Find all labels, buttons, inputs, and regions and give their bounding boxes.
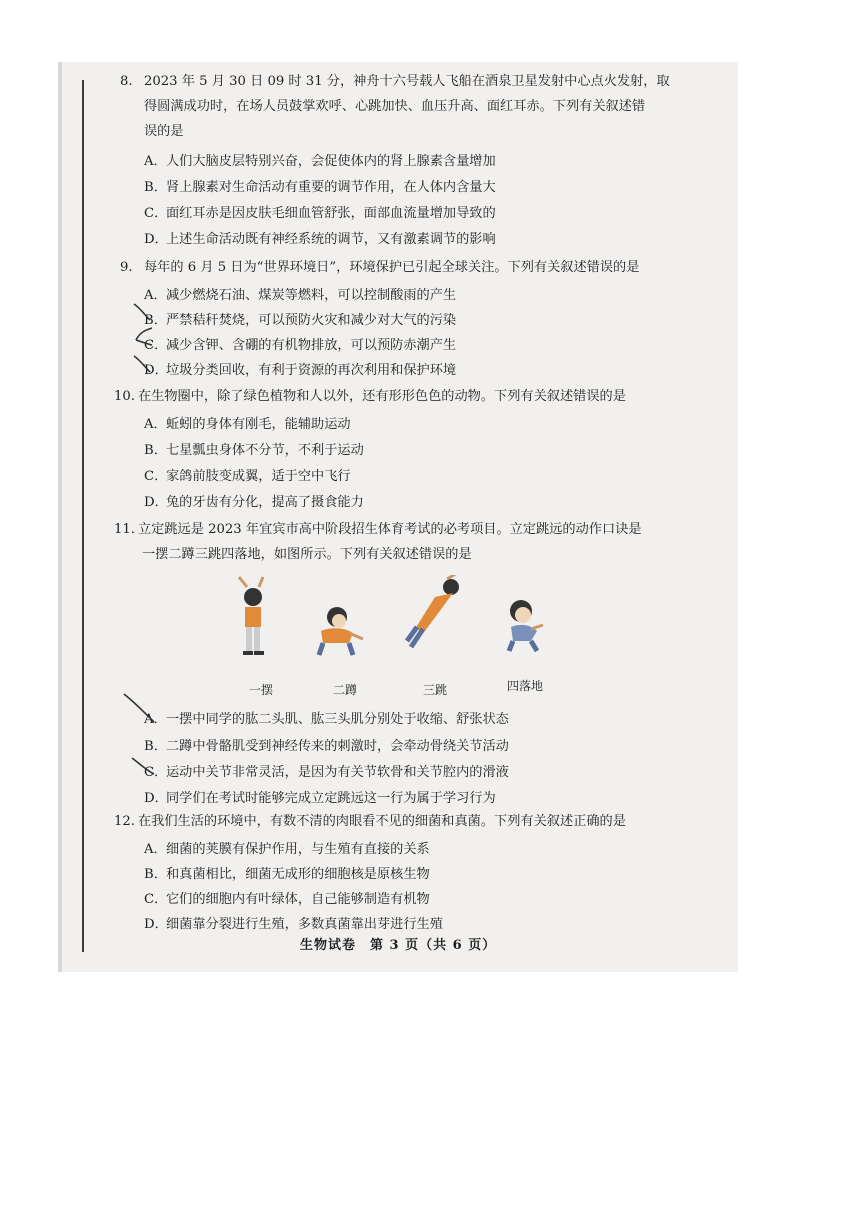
option-text: 蚯蚓的身体有刚毛，能辅助运动 <box>166 417 351 432</box>
option-letter: C． <box>144 206 168 221</box>
question-stem: 立定跳远是 2023 年宜宾市高中阶段招生体育考试的必考项目。立定跳远的动作口诀是 <box>138 522 642 537</box>
option-text: 兔的牙齿有分化，提高了摄食能力 <box>166 495 364 510</box>
figure-landing <box>509 600 543 651</box>
option-9a <box>144 284 456 303</box>
option-text: 运动中关节非常灵活，是因为有关节软骨和关节腔内的滑液 <box>166 765 509 780</box>
option-10c <box>144 465 351 484</box>
question-11-line-1 <box>114 520 642 540</box>
pen-mark-9d <box>132 352 156 374</box>
page-edge <box>58 62 62 972</box>
long-jump-illustration <box>225 575 565 675</box>
option-letter: D． <box>144 363 168 378</box>
option-text: 减少燃烧石油、煤炭等燃料，可以控制酸雨的产生 <box>166 288 457 303</box>
figure-label-2: 二蹲 <box>333 683 358 697</box>
option-letter: B． <box>144 313 167 328</box>
pen-mark-11c <box>128 752 158 778</box>
option-letter: B． <box>144 867 167 882</box>
option-letter: A． <box>144 712 167 727</box>
option-letter: A． <box>144 842 167 857</box>
question-12-line-1 <box>114 812 626 832</box>
question-number: 11. <box>114 522 135 537</box>
question-stem: 2023 年 5 月 30 日 09 时 31 分，神舟十六号载人飞船在酒泉卫星发射中心点火发射，取 <box>144 74 670 89</box>
option-8d <box>144 228 496 247</box>
option-11d <box>144 787 496 806</box>
option-text: 细菌的荚膜有保护作用，与生殖有直接的关系 <box>166 842 430 857</box>
question-10-line-1 <box>114 387 626 407</box>
question-number: 9. <box>120 260 133 275</box>
option-letter: C． <box>144 765 168 780</box>
option-9b <box>144 309 456 328</box>
option-text: 同学们在考试时能够完成立定跳远这一行为属于学习行为 <box>166 791 496 806</box>
scanned-page <box>58 62 738 972</box>
question-11-line-2 <box>142 545 472 565</box>
pen-mark-9c <box>132 326 156 348</box>
question-stem: 一摆二蹲三跳四落地，如图所示。下列有关叙述错误的是 <box>142 547 472 562</box>
option-letter: D． <box>144 791 168 806</box>
question-8-line-2 <box>144 97 645 117</box>
option-letter: D． <box>144 232 168 247</box>
question-stem: 得圆满成功时，在场人员鼓掌欢呼、心跳加快、血压升高、面红耳赤。下列有关叙述错 <box>144 99 646 114</box>
option-12b <box>144 863 430 882</box>
figure-label-4: 四落地 <box>507 679 544 693</box>
option-text: 一摆中同学的肱二头肌、肱三头肌分别处于收缩、舒张状态 <box>166 712 509 727</box>
option-letter: D． <box>144 917 168 932</box>
figure-label-1: 一摆 <box>249 683 274 697</box>
option-text: 肾上腺素对生命活动有重要的调节作用，在人体内含量大 <box>166 180 496 195</box>
option-letter: A． <box>144 154 167 169</box>
option-text: 严禁秸秆焚烧，可以预防火灾和减少对大气的污染 <box>166 313 457 328</box>
question-8-line-1 <box>120 72 670 92</box>
option-text: 它们的细胞内有叶绿体，自己能够制造有机物 <box>166 892 430 907</box>
option-10a <box>144 413 351 432</box>
question-number: 10. <box>114 389 135 404</box>
pen-mark-11a <box>120 690 167 727</box>
question-9-line-1 <box>120 258 639 278</box>
option-text: 人们大脑皮层特别兴奋，会促使体内的肾上腺素含量增加 <box>166 154 496 169</box>
question-stem: 每年的 6 月 5 日为“世界环境日”，环境保护已引起全球关注。下列有关叙述错误的是 <box>144 260 640 275</box>
option-text: 和真菌相比，细菌无成形的细胞核是原核生物 <box>166 867 430 882</box>
option-9d <box>144 359 456 378</box>
option-11c <box>144 761 509 780</box>
option-text: 垃圾分类回收，有利于资源的再次利用和保护环境 <box>166 363 457 378</box>
option-letter: C． <box>144 892 168 907</box>
option-10b <box>144 439 364 458</box>
option-text: 二蹲中骨骼肌受到神经传来的刺激时，会牵动骨绕关节活动 <box>166 739 509 754</box>
option-12a <box>144 838 430 857</box>
page-footer: 生物试卷 第 3 页（共 6 页） <box>300 938 497 953</box>
option-8b <box>144 176 496 195</box>
option-letter: B． <box>144 739 167 754</box>
figure-label-3: 三跳 <box>423 683 448 697</box>
question-stem: 在我们生活的环境中，有数不清的肉眼看不见的细菌和真菌。下列有关叙述正确的是 <box>138 814 626 829</box>
option-text: 细菌靠分裂进行生殖，多数真菌靠出芽进行生殖 <box>166 917 443 932</box>
option-text: 七星瓢虫身体不分节，不利于运动 <box>166 443 364 458</box>
option-letter: D． <box>144 495 168 510</box>
figure-swing <box>239 577 264 655</box>
question-stem: 在生物圈中，除了绿色植物和人以外，还有形形色色的动物。下列有关叙述错误的是 <box>138 389 626 404</box>
option-letter: C． <box>144 338 168 353</box>
question-stem: 误的是 <box>144 124 184 139</box>
option-letter: B． <box>144 180 167 195</box>
figure-crouch <box>319 607 363 655</box>
option-letter: A． <box>144 417 167 432</box>
option-text: 上述生命活动既有神经系统的调节，又有激素调节的影响 <box>166 232 496 247</box>
pen-mark-9b <box>132 300 156 322</box>
option-text: 减少含钾、含硼的有机物排放，可以预防赤潮产生 <box>166 338 457 353</box>
option-letter: B． <box>144 443 167 458</box>
question-number: 8. <box>120 74 133 89</box>
option-text: 家鸽前肢变成翼，适于空中飞行 <box>166 469 351 484</box>
question-8-line-3 <box>144 122 184 142</box>
option-9c <box>144 334 456 353</box>
option-8c <box>144 202 496 221</box>
option-letter: C． <box>144 469 168 484</box>
option-11b <box>144 735 509 754</box>
option-8a <box>144 150 496 169</box>
long-jump-figure <box>225 575 565 700</box>
option-11a <box>144 708 509 727</box>
question-number: 12. <box>114 814 135 829</box>
option-letter: A． <box>144 288 167 303</box>
option-text: 面红耳赤是因皮肤毛细血管舒张，面部血流量增加导致的 <box>166 206 496 221</box>
binding-margin-line <box>82 80 84 952</box>
figure-jump <box>407 575 459 647</box>
option-10d <box>144 491 364 510</box>
option-12d <box>144 913 443 932</box>
option-12c <box>144 888 430 907</box>
